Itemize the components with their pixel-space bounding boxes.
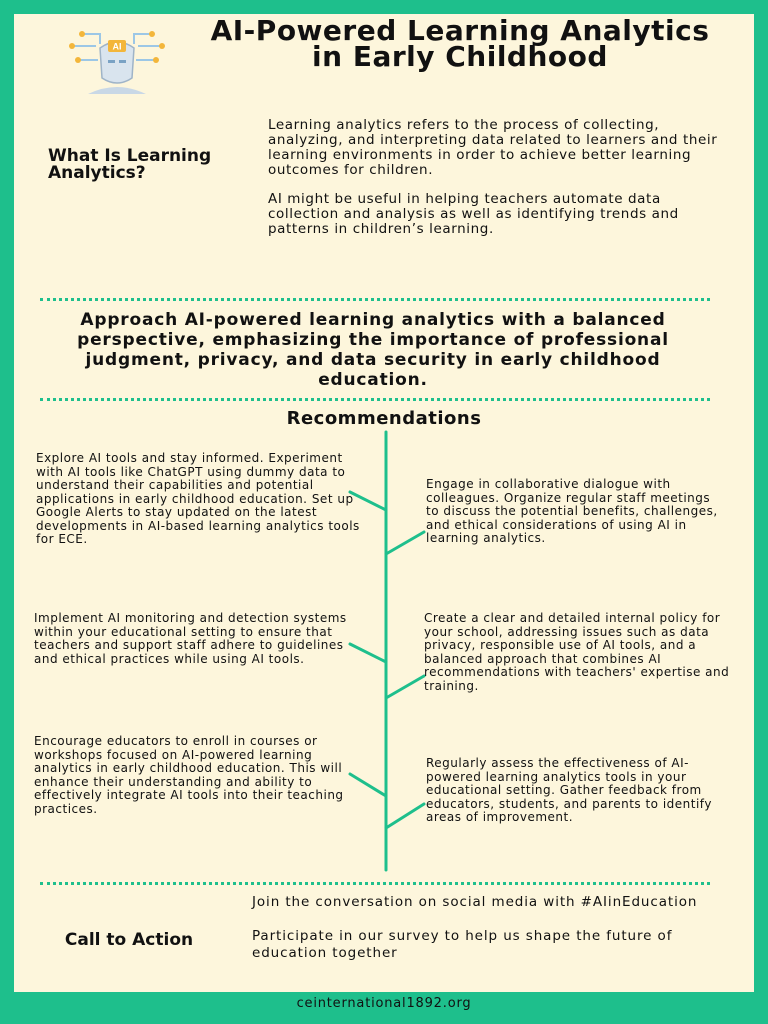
- recommendations-heading: Recommendations: [286, 408, 482, 429]
- cta-text: [252, 894, 732, 979]
- divider: [40, 398, 710, 401]
- definition-text: [268, 118, 728, 251]
- recommendation-item: Regularly assess the effectiveness of AI-powered learning analytics tools in your educational setting. Gather feedback from educators, students, and parents to identify areas of improvement.: [426, 756, 712, 824]
- page-title: AI-Powered Learning Analytics in Early Childhood: [210, 14, 710, 73]
- cta-heading: Call to Action: [64, 930, 194, 950]
- divider: [40, 298, 710, 301]
- recommendation-item: Explore AI tools and stay informed. Experiment with AI tools like ChatGPT using dummy data to understand their capabilities and potential applications in early childhood education. Set up Google Alerts to stay updated on the latest developments in AI-based learning analytics tools for ECE.: [36, 451, 360, 546]
- recommendation-item: Encourage educators to enroll in courses or workshops focused on AI-powered learning analytics in early childhood education. This will enhance their understanding and ability to effectively integrate AI tools into their teaching practices.: [34, 734, 344, 816]
- definition-paragraph-2: AI might be useful in helping teachers automate data collection and analysis as well as identifying trends and patterns in children’s learning.: [268, 191, 679, 237]
- cta-line-survey: Participate in our survey to help us shape the future of education together: [252, 928, 673, 961]
- ai-robot-head-icon: [52, 18, 182, 98]
- svg-text:AI: AI: [112, 41, 122, 52]
- recommendation-item: Create a clear and detailed internal policy for your school, addressing issues such as data privacy, responsible use of AI tools, and a balanced approach that combines AI recommendations with teachers' expertise and training.: [424, 611, 730, 693]
- recommendation-item: Engage in collaborative dialogue with colleagues. Organize regular staff meetings to discuss the potential benefits, challenges, and ethical considerations of using AI in learning analytics.: [426, 477, 718, 545]
- definition-paragraph-1: Learning analytics refers to the process of collecting, analyzing, and interpreting data related to learners and their learning environments in order to achieve better learning outcomes for children.: [268, 117, 718, 178]
- key-statement: Approach AI-powered learning analytics with a balanced perspective, emphasizing the importance of professional judgment, privacy, and data security in early childhood education.: [77, 310, 669, 390]
- recommendation-item: Implement AI monitoring and detection systems within your educational setting to ensure that teachers and support staff adhere to guidelines and ethical practices while using AI tools.: [34, 611, 347, 666]
- divider: [40, 882, 710, 885]
- definition-heading: What Is Learning Analytics?: [48, 146, 212, 183]
- cta-line-social: Join the conversation on social media with #AIinEducation: [252, 894, 698, 910]
- footer-website-link[interactable]: ceinternational1892.org: [296, 996, 472, 1011]
